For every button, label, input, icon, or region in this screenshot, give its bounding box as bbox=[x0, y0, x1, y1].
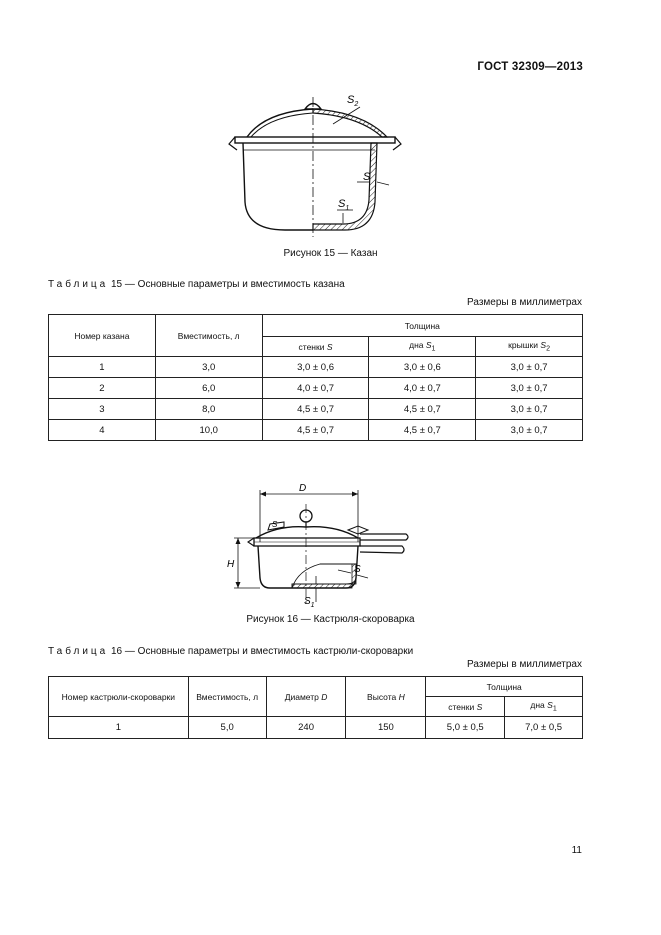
figure-16-caption: Рисунок 16 — Кастрюля-скороварка bbox=[246, 614, 415, 625]
header-number: Номер кастрюли-скороварки bbox=[49, 677, 189, 717]
header-wall: стенки S bbox=[426, 697, 505, 717]
header-bottom: дна $S_1$ bbox=[369, 337, 476, 357]
header-capacity: Вместимость, л bbox=[155, 315, 262, 357]
table-row: 4 10,0 4,5 ± 0,7 4,5 ± 0,7 3,0 ± 0,7 bbox=[49, 420, 583, 441]
table-row: 3 8,0 4,5 ± 0,7 4,5 ± 0,7 3,0 ± 0,7 bbox=[49, 399, 583, 420]
figure-15-kazan-drawing bbox=[225, 92, 415, 242]
header-wall: стенки S bbox=[262, 337, 369, 357]
header-lid: крышки $S_2$ bbox=[476, 337, 583, 357]
header-bottom: дна $S_1$ bbox=[505, 697, 583, 717]
header-diameter: Диаметр D bbox=[266, 677, 346, 717]
header-thickness: Толщина bbox=[262, 315, 582, 337]
page-number: 11 bbox=[571, 845, 582, 856]
label-s2: S bbox=[272, 520, 278, 529]
header-thickness: Толщина bbox=[426, 677, 583, 697]
table-15-title: Таблица 15 — Основные параметры и вместимость казана bbox=[48, 279, 345, 290]
label-h: H bbox=[227, 559, 235, 570]
figure-16-pressure-cooker-drawing bbox=[218, 480, 413, 610]
figure-15-caption: Рисунок 15 — Казан bbox=[283, 248, 378, 259]
standard-number: ГОСТ 32309—2013 bbox=[477, 61, 583, 73]
header-height: Высота H bbox=[346, 677, 426, 717]
table-row: 1 3,0 3,0 ± 0,6 3,0 ± 0,6 3,0 ± 0,7 bbox=[49, 357, 583, 378]
table-16-title: Таблица 16 — Основные параметры и вместимость кастрюли-скороварки bbox=[48, 646, 414, 657]
table-row: 2 6,0 4,0 ± 0,7 4,0 ± 0,7 3,0 ± 0,7 bbox=[49, 378, 583, 399]
label-s1: $S_1$ bbox=[338, 198, 350, 212]
table-16-units: Размеры в миллиметрах bbox=[467, 659, 582, 670]
label-s: S bbox=[354, 564, 361, 575]
label-d: D bbox=[299, 483, 307, 494]
table-row: 1 5,0 240 150 5,0 ± 0,5 7,0 ± 0,5 bbox=[49, 717, 583, 739]
label-s: S bbox=[363, 171, 371, 183]
label-s1: $S_1$ bbox=[304, 596, 315, 609]
table-15-units: Размеры в миллиметрах bbox=[467, 297, 582, 308]
label-s2: $S_2$ bbox=[347, 94, 359, 108]
table-16 bbox=[48, 676, 583, 739]
header-number: Номер казана bbox=[49, 315, 156, 357]
header-capacity: Вместимость, л bbox=[188, 677, 266, 717]
table-15 bbox=[48, 314, 583, 441]
